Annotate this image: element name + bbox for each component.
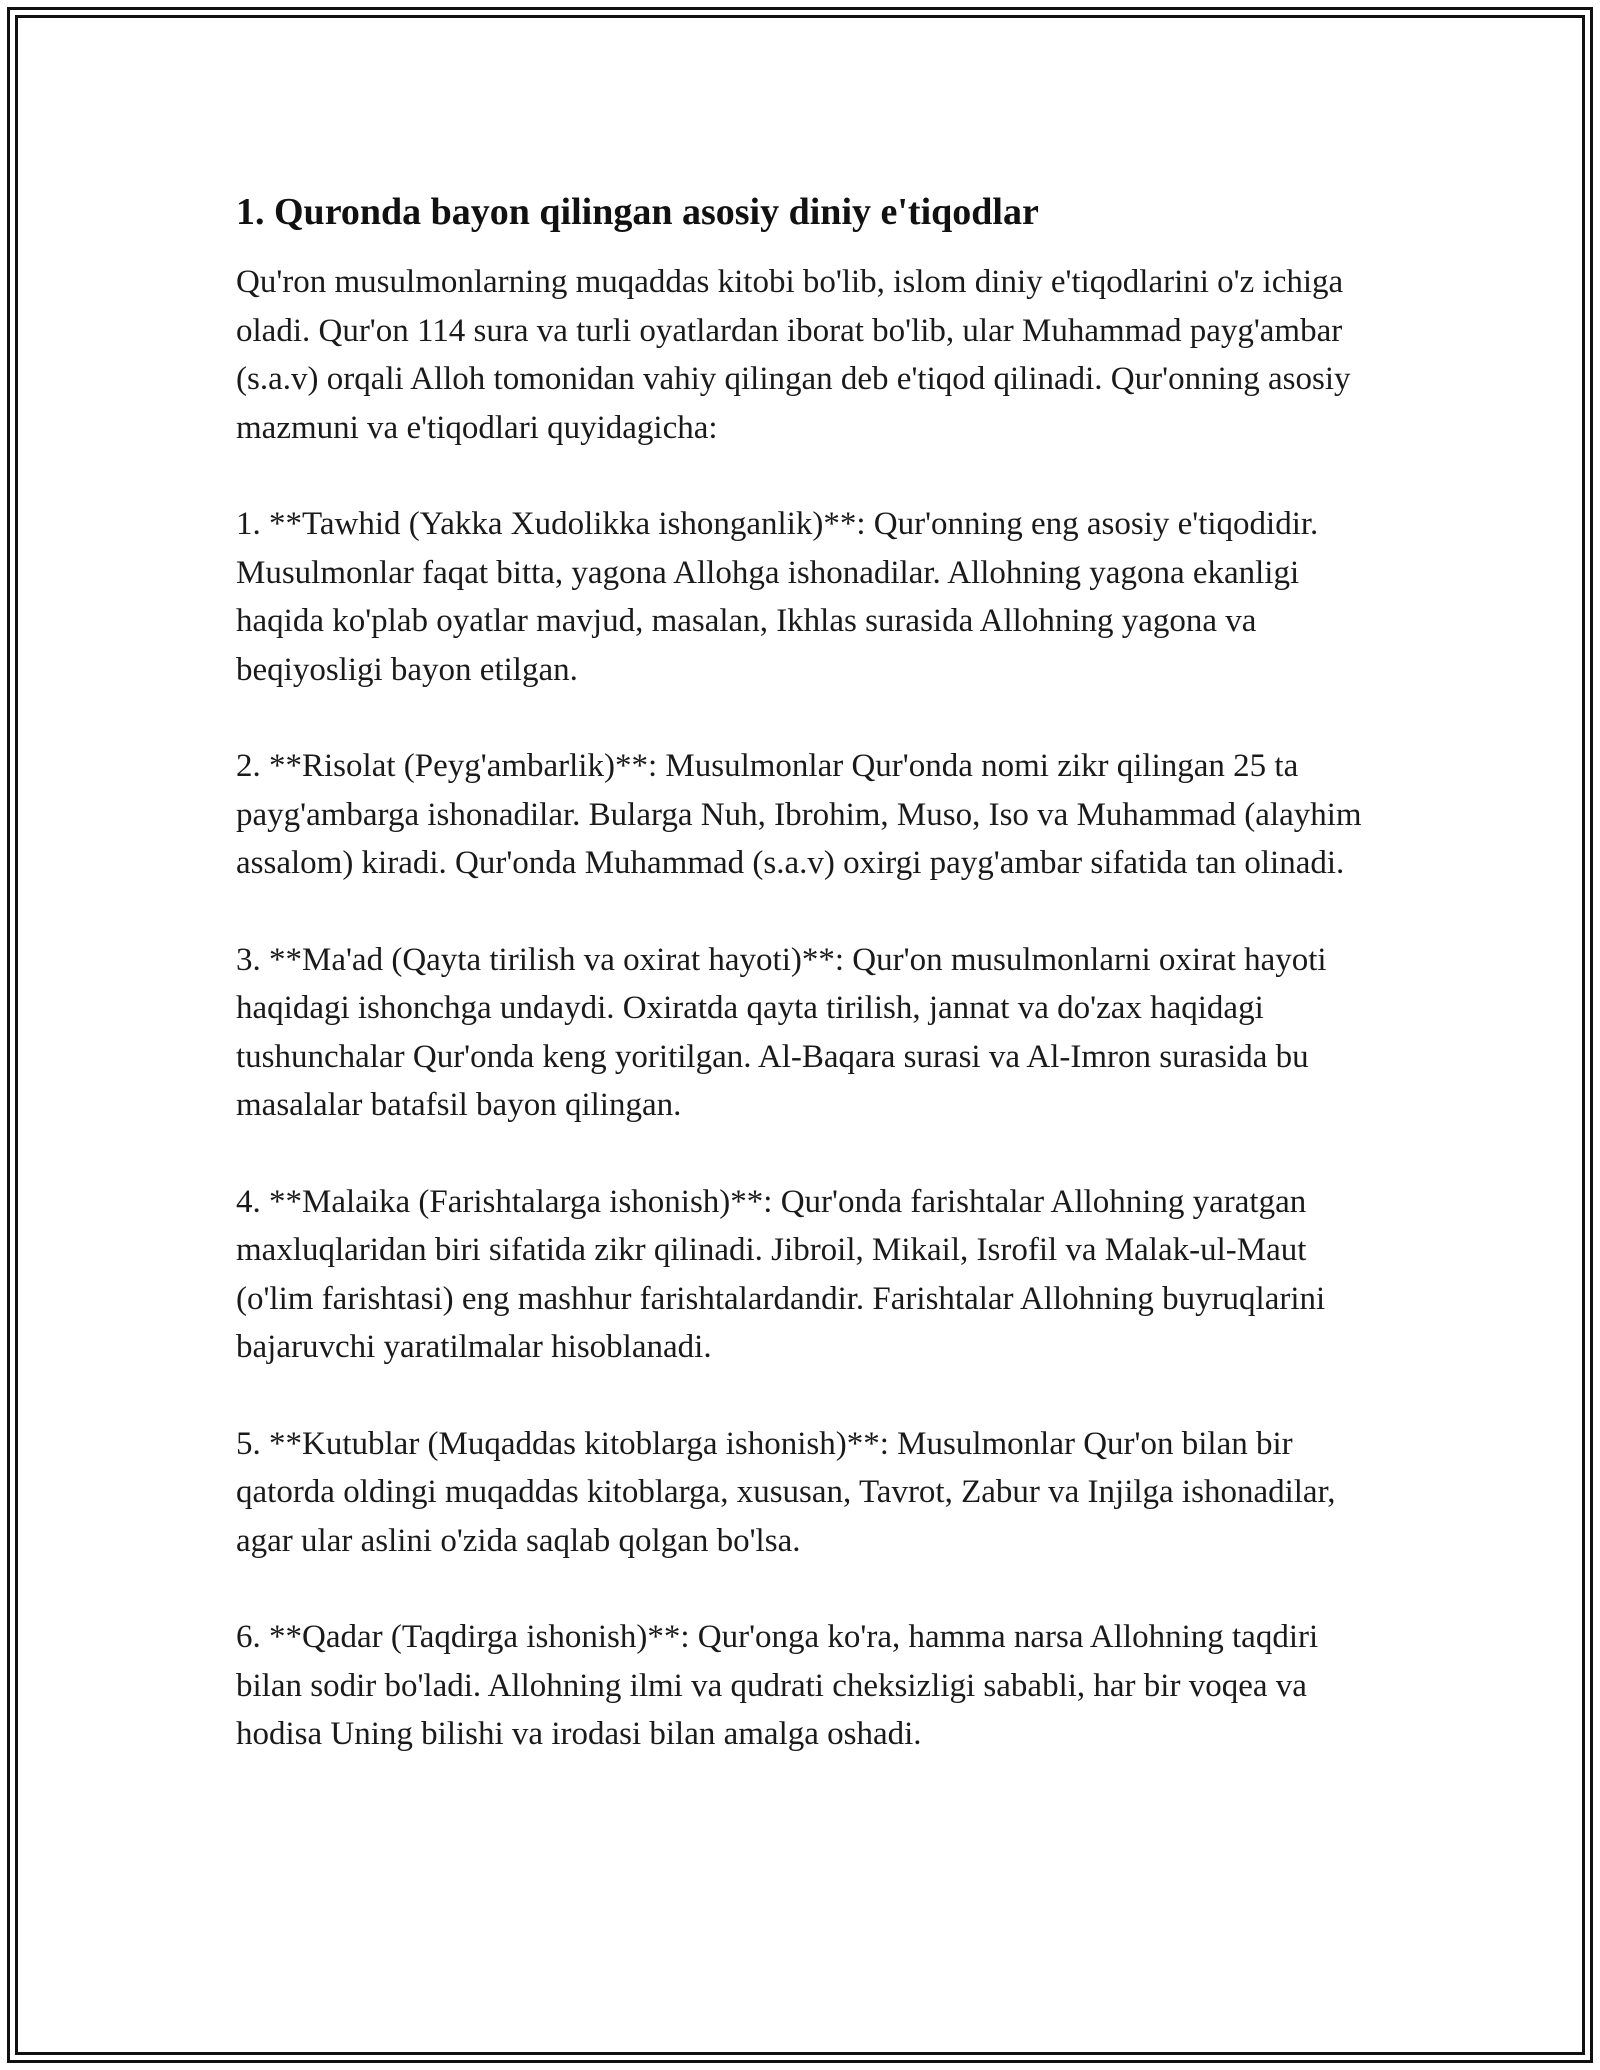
paragraph-qadar: 6. **Qadar (Taqdirga ishonish)**: Qur'onga ko'ra, hamma narsa Allohning taqdiri bilan sodir bo'ladi. Allohning ilmi va qudrati cheksizligi sababli, har bir voqea va hodisa Uning bilishi va irodasi bilan amalga oshadi.	[236, 1619, 1319, 1752]
document-body	[236, 188, 1376, 1807]
section-heading: 1. Quronda bayon qilingan asosiy diniy e'tiqodlar	[236, 191, 1039, 233]
paragraph-risolat: 2. **Risolat (Peyg'ambarlik)**: Musulmonlar Qur'onda nomi zikr qilingan 25 ta payg'ambarga ishonadilar. Bularga Nuh, Ibrohim, Muso, Iso va Muhammad (alayhim assalom) kiradi. Qur'onda Muhammad (s.a.v) oxirgi payg'ambar sifatida tan olinadi.	[236, 748, 1362, 881]
intro-paragraph: Qu'ron musulmonlarning muqaddas kitobi bo'lib, islom diniy e'tiqodlarini o'z ichiga oladi. Qur'on 114 sura va turli oyatlardan iborat bo'lib, ular Muhammad payg'ambar (s.a.v) orqali Alloh tomonidan vahiy qilingan deb e'tiqod qilinadi. Qur'onning asosiy mazmuni va e'tiqodlari quyidagicha:	[236, 264, 1351, 446]
paragraph-malaika: 4. **Malaika (Farishtalarga ishonish)**: Qur'onda farishtalar Allohning yaratgan maxluqlaridan biri sifatida zikr qilinadi. Jibroil, Mikail, Isrofil va Malak-ul-Maut (o'lim farishtasi) eng mashhur farishtalardandir. Farishtalar Allohning buyruqlarini bajaruvchi yaratilmalar hisoblanadi.	[236, 1183, 1326, 1365]
paragraph-kutublar: 5. **Kutublar (Muqaddas kitoblarga ishonish)**: Musulmonlar Qur'on bilan bir qatorda oldingi muqaddas kitoblarga, xususan, Tavrot, Zabur va Injilga ishonadilar, agar ular aslini o'zida saqlab qolgan bo'lsa.	[236, 1425, 1336, 1559]
paragraph-maad: 3. **Ma'ad (Qayta tirilish va oxirat hayoti)**: Qur'on musulmonlarni oxirat hayoti haqidagi ishonchga undaydi. Oxiratda qayta tirilish, jannat va do'zax haqidagi tushunchalar Qur'onda keng yoritilgan. Al-Baqara surasi va Al-Imron surasida bu masalalar batafsil bayon qilingan.	[236, 941, 1327, 1123]
paragraph-tawhid: 1. **Tawhid (Yakka Xudolikka ishonganlik)**: Qur'onning eng asosiy e'tiqodidir. Musulmonlar faqat bitta, yagona Allohga ishonadilar. Allohning yagona ekanligi haqida ko'plab oyatlar mavjud, masalan, Ikhlas surasida Allohning yagona va beqiyosligi bayon etilgan.	[236, 506, 1319, 688]
